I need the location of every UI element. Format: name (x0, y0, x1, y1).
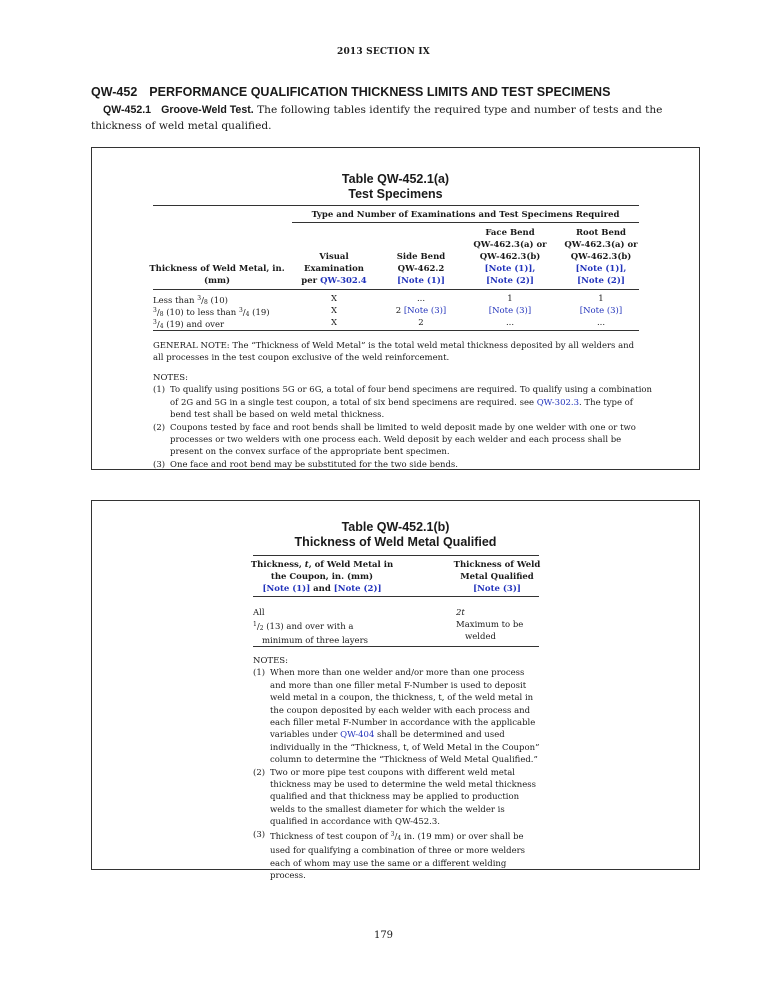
subsection-title: Groove-Weld Test. (161, 104, 254, 116)
row1-root: 1 (598, 294, 604, 304)
table-a-col-face-bend (462, 227, 558, 287)
notes-label: NOTES: (253, 656, 288, 666)
col2-note-link[interactable]: [Note (3)] (473, 584, 521, 594)
note-item (253, 767, 540, 829)
col-root-line2: QW-462.3(a) or (564, 240, 638, 250)
table-a-col-visual (285, 251, 383, 287)
note-number: (2) (153, 422, 166, 433)
col-visual-line3 (285, 275, 383, 287)
col1-post: , of Weld Metal in (308, 560, 394, 570)
table-b-row1-left: All (253, 608, 265, 618)
note-item: (3) Thickness of test coupon of $^3$/4 in. (19 mm) or over shall be used for qualifying a combination of three or more welders each of whom may use the same or a different welding process. (253, 829, 526, 881)
note1-text-post: . The type of bend test shall be based on weld metal thickness. (170, 397, 633, 421)
table-b-title-caption: Thickness of Weld Metal Qualified (294, 535, 497, 549)
notes-label: NOTES: (153, 373, 188, 383)
row1-thickness-pre: Less than (153, 296, 198, 306)
page-number: 179 (373, 930, 394, 941)
note-number: (3) (153, 459, 166, 470)
note-number: (1) (153, 385, 166, 396)
intro-paragraph (91, 102, 703, 134)
table-a-box (91, 147, 700, 470)
section-heading (91, 85, 711, 99)
table-b-top-rule (253, 555, 539, 556)
col-root-line1: Root Bend (575, 228, 626, 238)
row2-frac-num: 1 (253, 621, 257, 628)
note3-text-post: in. (19 mm) or over shall be used for qualifying a combination of three or more welders each of whom may use the same or a different welding process. (270, 831, 526, 881)
row3-face: ... (505, 318, 515, 328)
table-b-col-coupon-thickness (247, 559, 397, 595)
table-b-row2-right (456, 619, 523, 643)
row1-frac-num: 3 (197, 295, 202, 302)
table-b-header-rule (253, 596, 539, 597)
note3-text: One face and root bend may be substituted for the two side bends. (170, 459, 458, 470)
row2-frac2-den: 4 (245, 311, 250, 318)
note2-text: Two or more pipe test coupons with different weld metal thickness may be used to determine the weld metal thickness qualified and that thickness may be applied to production welds to the smallest diameter for which the welder is qualified in accordance with QW-452.3. (270, 767, 536, 828)
row2-side-note-link[interactable]: [Note (3)] (403, 306, 447, 316)
col-visual-line1: Visual (319, 252, 349, 262)
col2-line1: Thickness of Weld (453, 560, 541, 570)
table-row: $^3$/4 (19) and over (153, 319, 225, 330)
table-b-col-qualified (452, 559, 542, 595)
note3-frac-den: 4 (397, 834, 402, 842)
col2-line2: Metal Qualified (460, 572, 534, 582)
table-b-row1-right: 2t (456, 608, 465, 618)
col1-line3 (247, 583, 397, 595)
table-b-row2-left (253, 619, 368, 647)
row2-left-line1: $^1$/2 (13) and over with a (253, 621, 354, 632)
note-number: (3) (253, 829, 266, 840)
note1-text-pre: To qualify using positions 5G or 6G, a total of four bend specimens are required. To qualify using a combination of 2G and 5G in a single test coupon, a total of six bend specimens are required. see (170, 385, 653, 408)
row1-side: ... (416, 294, 426, 304)
section-title: PERFORMANCE QUALIFICATION THICKNESS LIMITS AND TEST SPECIMENS (149, 85, 611, 99)
row1-face: 1 (507, 294, 513, 304)
note-item (153, 459, 653, 471)
table-b-box (91, 500, 700, 881)
row2-left-line2: minimum of three layers (262, 636, 368, 646)
col-face-note2-link[interactable]: [Note (2)] (486, 276, 534, 286)
table-a-title-caption: Test Specimens (348, 187, 443, 201)
row3-visual: X (330, 318, 338, 328)
col-thickness-line2: (mm) (203, 276, 231, 286)
row2-face-note-link[interactable]: [Note (3)] (488, 306, 532, 316)
table-b-title (92, 520, 699, 550)
section-number: QW-452 (91, 85, 138, 99)
col-face-line3: QW-462.3(b) (479, 252, 541, 262)
table-a-top-rule (153, 205, 639, 206)
note-item (253, 667, 540, 766)
col-thickness-line1: Thickness of Weld Metal, in. (149, 264, 285, 274)
row2-thickness-post: (19) (249, 308, 270, 318)
table-row: $^3$/8 (10) to less than $^3$/4 (19) (153, 307, 270, 318)
row2-left-text: (13) and over with a (263, 622, 354, 632)
col-side-note-link[interactable]: [Note (1)] (397, 276, 445, 286)
note-item (153, 422, 653, 459)
table-a-header-rule (153, 289, 639, 290)
row1-frac-den: 8 (203, 299, 208, 306)
row2-side-value: 2 (395, 306, 404, 316)
link-qw-302-3[interactable]: QW-302.3 (536, 397, 580, 408)
note1-text-post: shall be determined and used individually in the “Thickness, t, of Weld Metal in the Coupon” column to determine the “Thickness of Weld Metal Qualified.” (270, 730, 540, 766)
note3-frac-num: 3 (390, 830, 395, 838)
note-number: (1) (253, 668, 266, 679)
row2-thickness-mid: (10) to less than (163, 308, 239, 318)
col-visual-line2: Examination (304, 264, 364, 274)
row2-frac-den: 8 (159, 311, 164, 318)
page-header: 2013 SECTION IX (336, 47, 430, 57)
col-root-note1-link[interactable]: [Note (1)], (575, 264, 627, 274)
intro-text: The following tables identify the required type and number of tests and the thickness of weld metal qualified. (91, 104, 663, 132)
col1-line2: the Coupon, in. (mm) (270, 572, 374, 582)
col1-pre: Thickness, (250, 560, 305, 570)
row2-frac-den: 2 (259, 625, 264, 632)
row1-thickness-post: (10) (207, 296, 228, 306)
col-visual-per: per (301, 276, 321, 286)
note2-text: Coupons tested by face and root bends shall be limited to weld deposit made by one welder with one or two processes or two welders with one process each. Weld deposit by each welder and each process shall be present on the convex surface of the appropriate bent specimen. (170, 422, 636, 458)
table-b-title-number: Table QW-452.1(b) (341, 520, 450, 534)
col-side-line1: Side Bend (396, 252, 446, 262)
link-qw-404[interactable]: QW-404 (340, 730, 375, 741)
table-row: Less than $^3$/8 (10) (153, 295, 228, 306)
table-a-spanner: Type and Number of Examinations and Test Specimens Required (311, 210, 620, 220)
row2-side (375, 305, 467, 317)
col1-note2-link[interactable]: [Note (2)] (333, 584, 382, 594)
note3-text-pre: Thickness of test coupon of (270, 831, 391, 842)
row2-frac-num: 3 (153, 307, 157, 314)
table-b-bottom-rule (253, 646, 539, 647)
table-a-title (92, 172, 699, 202)
table-a-col-thickness (147, 263, 287, 287)
row3-root: ... (596, 318, 606, 328)
col1-line1 (247, 559, 397, 571)
table-a-spanner-rule (292, 222, 639, 223)
row2-frac2-num: 3 (238, 307, 243, 314)
subsection-number: QW-452.1 (103, 104, 152, 116)
row2-right-line1: Maximum to be (456, 620, 524, 630)
row3-thickness-post: (19) and over (163, 320, 225, 330)
note1-text-pre: When more than one welder and/or more than one process and more than one filler metal F-Number is used to deposit weld metal in a coupon, the thickness, t, of the weld metal in the coupon deposited by each welder with each process and each filler metal F-Number in accordance with the applicable variables under (270, 668, 536, 741)
row2-right-line2: welded (465, 632, 496, 642)
row3-side: 2 (418, 318, 424, 328)
table-a-general-note: GENERAL NOTE: The “Thickness of Weld Metal” is the total weld metal thickness deposited by all welders and all processes in the test coupon exclusive of the weld reinforcement. (153, 341, 635, 364)
col1-note1-link[interactable]: [Note (1)] (262, 584, 311, 594)
col1-t: t (304, 560, 309, 570)
col-side-line2: QW-462.2 (397, 264, 445, 274)
table-a-notes (153, 372, 653, 471)
row2-visual: X (330, 306, 338, 316)
col1-and: and (310, 584, 334, 594)
table-a-bottom-rule (153, 330, 639, 331)
table-b-notes (253, 655, 540, 882)
row3-frac-den: 4 (159, 323, 164, 330)
col-face-note1-link[interactable]: [Note (1)], (484, 264, 536, 274)
table-a-title-number: Table QW-452.1(a) (341, 172, 450, 186)
col-root-note2-link[interactable]: [Note (2)] (577, 276, 625, 286)
note-number: (2) (253, 767, 266, 778)
table-a-col-root-bend (555, 227, 647, 287)
subsection-heading (103, 104, 254, 116)
link-qw-302-4[interactable]: QW-302.4 (320, 276, 367, 286)
col-face-line2: QW-462.3(a) or (473, 240, 547, 250)
table-a-col-side-bend (375, 251, 467, 287)
col-face-line1: Face Bend (485, 228, 535, 238)
note-item (153, 384, 653, 421)
row3-frac-num: 3 (153, 319, 157, 326)
col-root-line3: QW-462.3(b) (570, 252, 632, 262)
row2-root-note-link[interactable]: [Note (3)] (579, 306, 623, 316)
row1-visual: X (330, 294, 338, 304)
